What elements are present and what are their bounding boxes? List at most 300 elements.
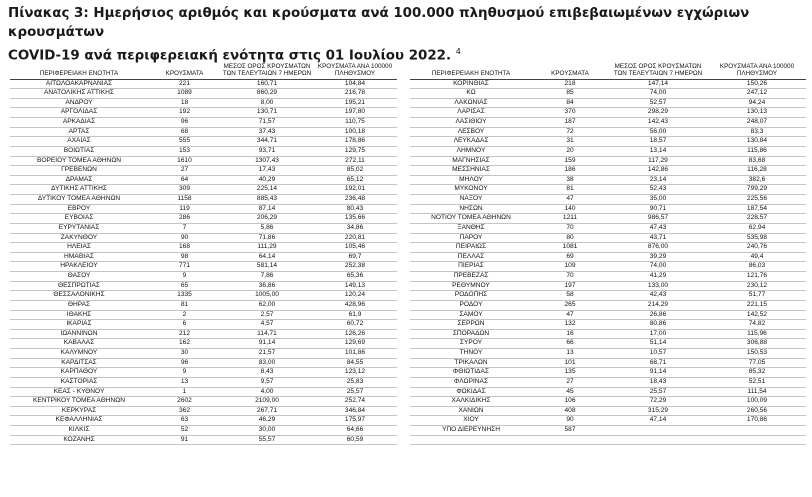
table-row: [10, 233, 397, 243]
cell-cases: 771: [148, 262, 221, 272]
cell-cases-per-100k: 195,21: [313, 98, 397, 108]
cell-cases: 370: [532, 108, 608, 118]
cell-region: ΚΟΡΙΝΘΙΑΣ: [410, 79, 532, 89]
header-cases-per-100k: ΚΡΟΥΣΜΑΤΑ ΑΝΑ 100000 ΠΛΗΘΥΣΜΟΥ: [708, 52, 806, 79]
cell-cases: 80: [532, 233, 608, 243]
cell-region: ΚΑΡΠΑΘΟΥ: [10, 368, 148, 378]
cell-region: ΗΛΕΙΑΣ: [10, 243, 148, 253]
cell-avg-7-days: 72,29: [608, 397, 708, 407]
cell-avg-7-days: 13,14: [608, 146, 708, 156]
cell-avg-7-days: 90,71: [608, 204, 708, 214]
cell-avg-7-days: 52,43: [608, 185, 708, 195]
table-row: [10, 195, 397, 205]
cell-region: ΘΑΣΟΥ: [10, 272, 148, 282]
cell-avg-7-days: 46,29: [221, 416, 313, 426]
cell-cases: 13: [532, 349, 608, 359]
table-row: [10, 243, 397, 253]
cell-cases-per-100k: 52,51: [708, 377, 806, 387]
table-row: [410, 397, 806, 407]
cell-avg-7-days: 8,43: [221, 368, 313, 378]
cell-region: ΛΕΥΚΑΔΑΣ: [410, 137, 532, 147]
cell-cases-per-100k: 799,29: [708, 185, 806, 195]
table-row: [10, 166, 397, 176]
table-row: [10, 320, 397, 330]
cell-cases-per-100k: 346,84: [313, 406, 397, 416]
cell-cases-per-100k: 221,15: [708, 300, 806, 310]
header-cases: ΚΡΟΥΣΜΑΤΑ: [148, 52, 221, 79]
cell-region: ΤΡΙΚΑΛΩΝ: [410, 358, 532, 368]
table-row: [10, 300, 397, 310]
cell-cases: 555: [148, 137, 221, 147]
cell-cases-per-100k: [708, 435, 806, 445]
cell-cases-per-100k: 60,59: [313, 435, 397, 445]
table-row: [10, 281, 397, 291]
cell-cases-per-100k: 61,9: [313, 310, 397, 320]
cell-region: ΑΝΔΡΟΥ: [10, 98, 148, 108]
cell-cases: 2602: [148, 397, 221, 407]
header-avg-7-days: ΜΕΣΟΣ ΟΡΟΣ ΚΡΟΥΣΜΑΤΩΝ ΤΩΝ ΤΕΛΕΥΤΑΙΩΝ 7 ΗΜΕΡΩΝ: [221, 52, 313, 79]
cell-cases-per-100k: 129,75: [313, 146, 397, 156]
cell-cases-per-100k: [708, 426, 806, 436]
cell-cases: 135: [532, 368, 608, 378]
header-region: ΠΕΡΙΦΕΡΕΙΑΚΗ ΕΝΟΤΗΤΑ: [410, 52, 532, 79]
cell-region: ΘΕΣΣΑΛΟΝΙΚΗΣ: [10, 291, 148, 301]
cell-cases-per-100k: 535,98: [708, 233, 806, 243]
cell-avg-7-days: 117,29: [608, 156, 708, 166]
cell-region: ΚΑΒΑΛΑΣ: [10, 339, 148, 349]
cell-cases-per-100k: 60,72: [313, 320, 397, 330]
table-row: [10, 368, 397, 378]
cell-cases: 58: [532, 291, 608, 301]
cell-region: ΣΥΡΟΥ: [410, 339, 532, 349]
table-row: [410, 175, 806, 185]
cell-avg-7-days: 18,57: [608, 137, 708, 147]
cell-region: ΘΕΣΠΡΩΤΙΑΣ: [10, 281, 148, 291]
table-row: [410, 223, 806, 233]
cell-cases: 221: [148, 79, 221, 89]
cell-avg-7-days: 4,00: [221, 387, 313, 397]
table-row: [410, 426, 806, 436]
cell-cases-per-100k: 49,4: [708, 252, 806, 262]
cell-cases: 91: [148, 435, 221, 445]
cell-region: ΡΕΘΥΜΝΟΥ: [410, 281, 532, 291]
cell-cases-per-100k: 84,55: [313, 358, 397, 368]
cell-cases: 1: [148, 387, 221, 397]
header-cases: ΚΡΟΥΣΜΑΤΑ: [532, 52, 608, 79]
cell-cases: 47: [532, 310, 608, 320]
cell-avg-7-days: 214,29: [608, 300, 708, 310]
cell-avg-7-days: 133,00: [608, 281, 708, 291]
cell-cases: 90: [148, 233, 221, 243]
cell-region: ΧΑΝΙΩΝ: [410, 406, 532, 416]
table-row: [10, 349, 397, 359]
cell-region: ΘΗΡΑΣ: [10, 300, 148, 310]
cell-cases: 18: [148, 98, 221, 108]
cell-cases: [532, 435, 608, 445]
cell-cases: 68: [148, 127, 221, 137]
table-row: [10, 108, 397, 118]
cell-cases: 90: [532, 416, 608, 426]
cell-cases-per-100k: 111,54: [708, 387, 806, 397]
cell-cases: 408: [532, 406, 608, 416]
table-header-row: [410, 52, 806, 79]
cell-cases: 192: [148, 108, 221, 118]
cell-avg-7-days: 91,14: [608, 368, 708, 378]
cell-region: ΕΥΡΥΤΑΝΙΑΣ: [10, 223, 148, 233]
cell-cases-per-100k: 64,66: [313, 426, 397, 436]
cell-cases-per-100k: 197,80: [313, 108, 397, 118]
cell-cases: 186: [532, 166, 608, 176]
cell-cases: 1158: [148, 195, 221, 205]
cell-cases: 70: [532, 223, 608, 233]
cell-cases: 362: [148, 406, 221, 416]
cell-cases-per-100k: 252,38: [313, 262, 397, 272]
cell-avg-7-days: 37,43: [221, 127, 313, 137]
cell-cases-per-100k: 115,86: [708, 146, 806, 156]
cell-cases: 69: [532, 252, 608, 262]
cell-region: ΚΟΖΑΝΗΣ: [10, 435, 148, 445]
table-row: [410, 262, 806, 272]
cell-cases: 132: [532, 320, 608, 330]
table-row: [410, 108, 806, 118]
cell-cases: 265: [532, 300, 608, 310]
table-row: [410, 233, 806, 243]
cell-cases: 96: [148, 118, 221, 128]
cell-avg-7-days: 860,29: [221, 89, 313, 99]
cell-region: ΜΥΚΟΝΟΥ: [410, 185, 532, 195]
table-row: [10, 329, 397, 339]
table-row: [410, 291, 806, 301]
cell-avg-7-days: 91,14: [221, 339, 313, 349]
cell-cases-per-100k: 178,86: [313, 137, 397, 147]
cell-cases: 9: [148, 272, 221, 282]
cell-cases: 13: [148, 377, 221, 387]
cell-cases: 16: [532, 329, 608, 339]
cell-avg-7-days: 41,29: [608, 272, 708, 282]
cell-avg-7-days: 876,00: [608, 243, 708, 253]
cell-avg-7-days: 885,43: [221, 195, 313, 205]
cell-cases-per-100k: 126,26: [313, 329, 397, 339]
cell-cases-per-100k: 187,54: [708, 204, 806, 214]
cell-cases: 6: [148, 320, 221, 330]
table-row: [10, 137, 397, 147]
cell-cases-per-100k: 51,77: [708, 291, 806, 301]
cell-avg-7-days: 25,57: [608, 387, 708, 397]
cell-cases-per-100k: 83,3: [708, 127, 806, 137]
cell-cases: 1610: [148, 156, 221, 166]
cell-cases-per-100k: 150,26: [708, 79, 806, 89]
table-row: [10, 416, 397, 426]
cell-region: ΕΥΒΟΙΑΣ: [10, 214, 148, 224]
cell-cases-per-100k: 100,09: [708, 397, 806, 407]
cell-region: ΗΜΑΘΙΑΣ: [10, 252, 148, 262]
table-row: [410, 310, 806, 320]
cell-region: ΦΩΚΙΔΑΣ: [410, 387, 532, 397]
cell-cases: 81: [532, 185, 608, 195]
cell-region: ΑΙΤΩΛΟΑΚΑΡΝΑΝΙΑΣ: [10, 79, 148, 89]
cell-cases-per-100k: 252,74: [313, 397, 397, 407]
cell-cases-per-100k: 150,53: [708, 349, 806, 359]
table-body: [10, 79, 397, 445]
cell-cases: 45: [532, 387, 608, 397]
cell-cases: 101: [532, 358, 608, 368]
cell-cases-per-100k: 100,18: [313, 127, 397, 137]
cell-cases-per-100k: 116,28: [708, 166, 806, 176]
cell-region: ΚΕΝΤΡΙΚΟΥ ΤΟΜΕΑ ΑΘΗΝΩΝ: [10, 397, 148, 407]
cell-cases: 98: [148, 252, 221, 262]
cell-cases-per-100k: 130,13: [708, 108, 806, 118]
cell-cases-per-100k: 94,24: [708, 98, 806, 108]
table-row: [10, 223, 397, 233]
cell-region: ΛΕΣΒΟΥ: [410, 127, 532, 137]
cell-avg-7-days: 21,57: [221, 349, 313, 359]
cell-avg-7-days: 30,00: [221, 426, 313, 436]
cell-cases: 7: [148, 223, 221, 233]
cell-avg-7-days: 56,00: [608, 127, 708, 137]
cell-avg-7-days: 17,00: [608, 329, 708, 339]
cell-avg-7-days: 39,29: [608, 252, 708, 262]
cell-cases-per-100k: 85,02: [313, 166, 397, 176]
cell-cases-per-100k: 69,7: [313, 252, 397, 262]
table-row: [10, 291, 397, 301]
cell-region: ΑΧΑΪΑΣ: [10, 137, 148, 147]
table-row: [410, 320, 806, 330]
table-header-row: [10, 52, 397, 79]
cell-cases: 140: [532, 204, 608, 214]
cell-cases: 63: [148, 416, 221, 426]
cell-cases: 31: [532, 137, 608, 147]
cell-cases-per-100k: 228,57: [708, 214, 806, 224]
cell-region: ΔΥΤΙΚΟΥ ΤΟΜΕΑ ΑΘΗΝΩΝ: [10, 195, 148, 205]
table-row: [10, 358, 397, 368]
cell-cases: 106: [532, 397, 608, 407]
cell-cases-per-100k: 25,57: [313, 387, 397, 397]
cell-cases: 187: [532, 118, 608, 128]
cell-region: ΓΡΕΒΕΝΩΝ: [10, 166, 148, 176]
table-row: [10, 426, 397, 436]
cell-cases: 27: [148, 166, 221, 176]
cell-cases-per-100k: 104,84: [313, 79, 397, 89]
cell-region: ΠΙΕΡΙΑΣ: [410, 262, 532, 272]
cell-avg-7-days: 74,00: [608, 262, 708, 272]
cell-region: ΖΑΚΥΝΘΟΥ: [10, 233, 148, 243]
cell-cases-per-100k: 62,94: [708, 223, 806, 233]
table-row: [410, 252, 806, 262]
cell-avg-7-days: 315,29: [608, 406, 708, 416]
cell-cases-per-100k: 123,12: [313, 368, 397, 378]
cell-region: ΑΝΑΤΟΛΙΚΗΣ ΑΤΤΙΚΗΣ: [10, 89, 148, 99]
cell-cases: 66: [532, 339, 608, 349]
cell-cases-per-100k: 175,97: [313, 416, 397, 426]
cell-region: ΕΒΡΟΥ: [10, 204, 148, 214]
table-row: [410, 300, 806, 310]
cell-avg-7-days: 1005,00: [221, 291, 313, 301]
cell-region: ΝΗΣΩΝ: [410, 204, 532, 214]
cell-avg-7-days: 114,71: [221, 329, 313, 339]
cell-cases-per-100k: 428,96: [313, 300, 397, 310]
cell-cases: 52: [148, 426, 221, 436]
cell-region: ΛΑΡΙΣΑΣ: [410, 108, 532, 118]
cell-cases-per-100k: 230,12: [708, 281, 806, 291]
table-row: [10, 98, 397, 108]
cell-cases: 218: [532, 79, 608, 89]
cell-cases-per-100k: 149,13: [313, 281, 397, 291]
cell-avg-7-days: 93,71: [221, 146, 313, 156]
cell-cases: 2: [148, 310, 221, 320]
cell-region: ΗΡΑΚΛΕΙΟΥ: [10, 262, 148, 272]
cell-avg-7-days: 581,14: [221, 262, 313, 272]
table-row: [10, 435, 397, 445]
cell-cases: 153: [148, 146, 221, 156]
cell-region: ΚΑΛΥΜΝΟΥ: [10, 349, 148, 359]
cell-cases: 81: [148, 300, 221, 310]
cell-avg-7-days: 40,29: [221, 175, 313, 185]
cell-avg-7-days: 35,00: [608, 195, 708, 205]
cell-avg-7-days: 71,57: [221, 118, 313, 128]
cell-cases: 197: [532, 281, 608, 291]
cell-avg-7-days: 26,86: [608, 310, 708, 320]
cell-region: ΑΡΤΑΣ: [10, 127, 148, 137]
table-row: [10, 89, 397, 99]
cell-cases-per-100k: 65,12: [313, 175, 397, 185]
cell-cases: 30: [148, 349, 221, 359]
cell-region: ΚΩ: [410, 89, 532, 99]
table-body: [410, 79, 806, 445]
table-row: [410, 377, 806, 387]
cell-region: ΠΡΕΒΕΖΑΣ: [410, 272, 532, 282]
cell-cases-per-100k: 121,76: [708, 272, 806, 282]
table-row: [410, 406, 806, 416]
cell-avg-7-days: [608, 426, 708, 436]
table-row: [410, 349, 806, 359]
cell-region: ΦΛΩΡΙΝΑΣ: [410, 377, 532, 387]
cell-region: ΧΙΟΥ: [410, 416, 532, 426]
cell-avg-7-days: 83,00: [221, 358, 313, 368]
cell-cases-per-100k: 105,46: [313, 243, 397, 253]
header-cases-per-100k: ΚΡΟΥΣΜΑΤΑ ΑΝΑ 100000 ΠΛΗΘΥΣΜΟΥ: [313, 52, 397, 79]
cell-region: ΙΩΑΝΝΙΝΩΝ: [10, 329, 148, 339]
cell-region: ΣΑΜΟΥ: [410, 310, 532, 320]
cell-cases-per-100k: 382,6: [708, 175, 806, 185]
cell-avg-7-days: 2109,00: [221, 397, 313, 407]
cell-cases-per-100k: 129,69: [313, 339, 397, 349]
cell-region: ΚΕΦΑΛΛΗΝΙΑΣ: [10, 416, 148, 426]
cell-region: ΔΡΑΜΑΣ: [10, 175, 148, 185]
cell-cases-per-100k: 247,12: [708, 89, 806, 99]
cell-cases-per-100k: 272,11: [313, 156, 397, 166]
cell-avg-7-days: 130,71: [221, 108, 313, 118]
cell-cases: 1335: [148, 291, 221, 301]
cell-cases-per-100k: 170,86: [708, 416, 806, 426]
cell-avg-7-days: [608, 435, 708, 445]
caption-line-2-text: COVID-19 ανά περιφερειακή ενότητα στις 01 Ιουλίου 2022.: [8, 48, 452, 64]
cell-avg-7-days: 344,71: [221, 137, 313, 147]
table-row: [410, 214, 806, 224]
cell-avg-7-days: 160,71: [221, 79, 313, 89]
cell-cases: 1211: [532, 214, 608, 224]
cell-region: ΑΡΚΑΔΙΑΣ: [10, 118, 148, 128]
table-row: [10, 377, 397, 387]
cell-cases-per-100k: 74,82: [708, 320, 806, 330]
cell-avg-7-days: 74,00: [608, 89, 708, 99]
table-row: [10, 79, 397, 89]
cell-avg-7-days: 111,29: [221, 243, 313, 253]
table-row: [410, 204, 806, 214]
cell-avg-7-days: 47,43: [608, 223, 708, 233]
cell-cases-per-100k: 120,24: [313, 291, 397, 301]
cell-cases-per-100k: 77,05: [708, 358, 806, 368]
cell-cases: 65: [148, 281, 221, 291]
cell-cases: 9: [148, 368, 221, 378]
cell-cases-per-100k: 192,01: [313, 185, 397, 195]
cell-avg-7-days: 18,43: [608, 377, 708, 387]
table-row: [10, 214, 397, 224]
table-row: [410, 368, 806, 378]
table-row: [410, 127, 806, 137]
cell-avg-7-days: 147,14: [608, 79, 708, 89]
cell-cases: 72: [532, 127, 608, 137]
cell-region: [410, 435, 532, 445]
cell-avg-7-days: 225,14: [221, 185, 313, 195]
table-row: [410, 387, 806, 397]
cell-avg-7-days: 7,86: [221, 272, 313, 282]
table-row: [410, 89, 806, 99]
cell-avg-7-days: 142,86: [608, 166, 708, 176]
cell-cases-per-100k: 220,81: [313, 233, 397, 243]
cell-cases-per-100k: 260,56: [708, 406, 806, 416]
cell-cases-per-100k: 83,68: [708, 156, 806, 166]
cell-cases: 84: [532, 98, 608, 108]
cell-cases-per-100k: 85,32: [708, 368, 806, 378]
cell-region: ΠΕΙΡΑΙΩΣ: [410, 243, 532, 253]
cell-avg-7-days: 64,14: [221, 252, 313, 262]
table-row: [10, 310, 397, 320]
cell-region: ΤΗΝΟΥ: [410, 349, 532, 359]
cell-region: ΜΕΣΣΗΝΙΑΣ: [410, 166, 532, 176]
cell-cases-per-100k: 25,83: [313, 377, 397, 387]
left-data-table: [10, 52, 397, 445]
cell-region: ΚΑΣΤΟΡΙΑΣ: [10, 377, 148, 387]
table-row: [10, 146, 397, 156]
cell-region: ΠΑΡΟΥ: [410, 233, 532, 243]
table-row: [410, 185, 806, 195]
cell-avg-7-days: 36,86: [221, 281, 313, 291]
table-row: [10, 156, 397, 166]
cell-region: ΚΑΡΔΙΤΣΑΣ: [10, 358, 148, 368]
table-row: [10, 252, 397, 262]
cell-avg-7-days: 52,57: [608, 98, 708, 108]
cell-region: ΜΑΓΝΗΣΙΑΣ: [410, 156, 532, 166]
table-row: [410, 137, 806, 147]
cell-avg-7-days: 298,29: [608, 108, 708, 118]
caption-line-1: Πίνακας 3: Ημερήσιος αριθμός και κρούσματα ανά 100.000 πληθυσμού επιβεβαιωμένων εγχώριων κρουσμάτων: [8, 6, 750, 40]
cell-region: ΑΡΓΟΛΙΔΑΣ: [10, 108, 148, 118]
cell-cases-per-100k: 236,48: [313, 195, 397, 205]
cell-avg-7-days: 10,57: [608, 349, 708, 359]
cell-avg-7-days: 206,29: [221, 214, 313, 224]
cell-cases: 85: [532, 89, 608, 99]
cell-avg-7-days: 71,86: [221, 233, 313, 243]
cell-avg-7-days: 2,57: [221, 310, 313, 320]
cell-avg-7-days: 42,43: [608, 291, 708, 301]
cell-region: ΒΟΙΩΤΙΑΣ: [10, 146, 148, 156]
table-row: [10, 127, 397, 137]
cell-cases: 159: [532, 156, 608, 166]
cell-cases: 587: [532, 426, 608, 436]
cell-cases-per-100k: 115,96: [708, 329, 806, 339]
cell-avg-7-days: 1307,43: [221, 156, 313, 166]
cell-cases-per-100k: 240,76: [708, 243, 806, 253]
